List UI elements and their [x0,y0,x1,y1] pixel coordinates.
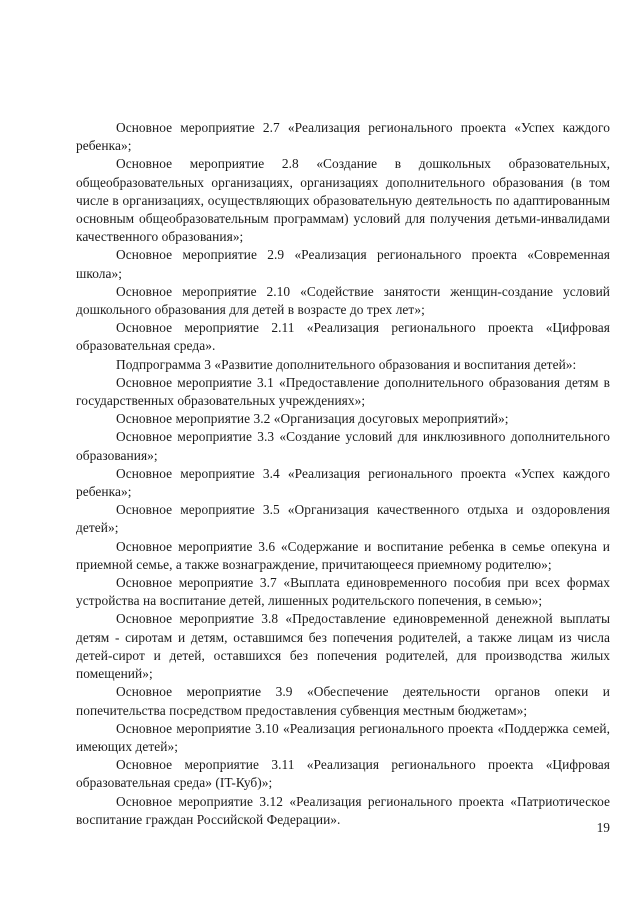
paragraph-activity-2-9: Основное мероприятие 2.9 «Реализация регионального проекта «Современная школа»; [76,247,610,281]
paragraph-activity-3-3: Основное мероприятие 3.3 «Создание условий для инклюзивного дополнительного образования»; [76,429,610,463]
paragraph-activity-3-2: Основное мероприятие 3.2 «Организация досуговых мероприятий»; [116,411,509,427]
paragraph-activity-3-12: Основное мероприятие 3.12 «Реализация регионального проекта «Патриотическое воспитание граждан Российской Федерации». [76,793,610,827]
page-number: 19 [596,820,610,835]
paragraph-activity-3-10: Основное мероприятие 3.10 «Реализация регионального проекта «Поддержка семей, имеющих детей»; [76,720,610,754]
paragraph-activity-3-5: Основное мероприятие 3.5 «Организация качественного отдыха и оздоровления детей»; [76,502,610,536]
paragraph-activity-3-11: Основное мероприятие 3.11 «Реализация регионального проекта «Цифровая образовательная среда» (IT-Куб)»; [76,757,610,791]
paragraph-activity-3-9: Основное мероприятие 3.9 «Обеспечение деятельности органов опеки и попечительства посредством предоставления субвенция местным бюджетам»; [76,684,610,718]
paragraph-activity-3-4: Основное мероприятие 3.4 «Реализация регионального проекта «Успех каждого ребенка»; [76,465,610,500]
paragraph-activity-2-11: Основное мероприятие 2.11 «Реализация регионального проекта «Цифровая образовательная среда». [76,320,610,354]
paragraph-activity-2-10: Основное мероприятие 2.10 «Содействие занятости женщин-создание условий дошкольного образования для детей в возрасте до трех лет»; [76,283,610,318]
paragraph-activity-2-8: Основное мероприятие 2.8 «Создание в дошкольных образовательных, общеобразовательных организациях, организациях дополнительного образования (в том числе в организациях, осуществляющих образовательную деятельность по адаптированным основным общеобразовательным программам) условий для получения детьми-инвалидами качественного образования»; [76,156,610,245]
paragraph-activity-3-7: Основное мероприятие 3.7 «Выплата единовременного пособия при всех формах устройства на воспитание детей, лишенных родительского попечения, в семью»; [76,575,610,609]
paragraph-activity-3-6: Основное мероприятие 3.6 «Содержание и воспитание ребенка в семье опекуна и приемной семье, а также вознаграждение, причитающееся приемному родителю»; [76,538,610,572]
paragraph-activity-2-7: Основное мероприятие 2.7 «Реализация регионального проекта «Успех каждого ребенка»; [76,120,610,154]
document-body [76,119,610,829]
paragraph-activity-3-8: Основное мероприятие 3.8 «Предоставление единовременной денежной выплаты детям - сиротам и детям, оставшимся без попечения родителей, а также лицам из числа детей-сирот и детей, оставшихся без попечения родителей, для производства жилых помещений»; [76,611,610,682]
paragraph-activity-3-1: Основное мероприятие 3.1 «Предоставление дополнительного образования детям в государственных образовательных учреждениях»; [76,374,610,409]
paragraph-subprogram-3: Подпрограмма 3 «Развитие дополнительного образования и воспитания детей»: [116,356,577,372]
